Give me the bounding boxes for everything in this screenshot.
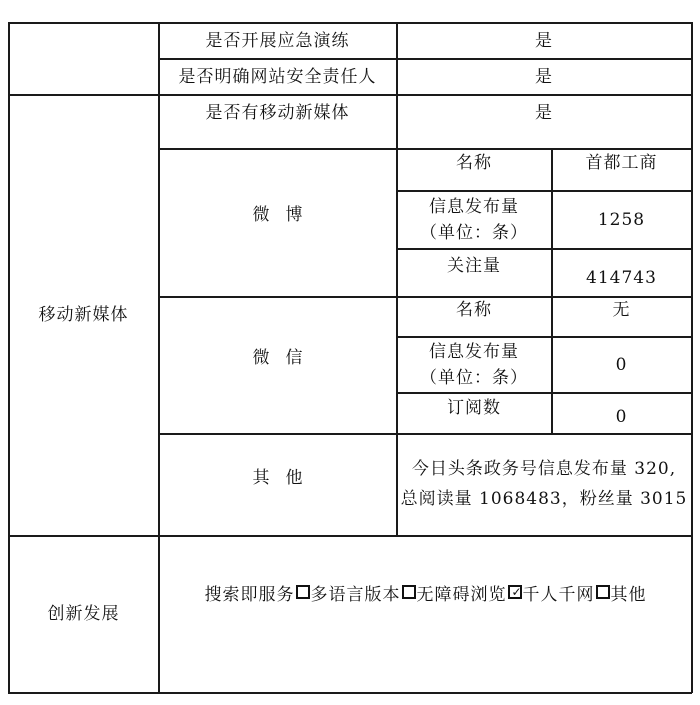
weibo-name-label: 名称 <box>456 153 492 173</box>
checkbox[interactable] <box>508 585 522 599</box>
weibo-posts-value: 1258 <box>597 209 646 230</box>
service-option-label: 无障碍浏览 <box>416 584 507 605</box>
checkbox[interactable] <box>402 585 416 599</box>
wechat-posts-label-line2: （单位：条） <box>420 367 528 388</box>
grid-line <box>397 392 692 394</box>
wechat-subs-value: 0 <box>615 406 628 427</box>
weibo-posts-label-line2: （单位：条） <box>420 222 528 243</box>
weibo-name-value: 首都工商 <box>585 153 658 173</box>
other-stats-line2: 总阅读量 1068483，粉丝量 3015 <box>400 489 688 509</box>
service-option-label: 搜索即服务 <box>204 584 295 605</box>
weibo-followers-label: 关注量 <box>447 256 501 276</box>
weibo-posts-label-line1: 信息发布量 <box>429 196 519 217</box>
wechat-name-label: 名称 <box>456 300 492 320</box>
security-value: 是 <box>535 66 553 87</box>
wechat-label: 微信 <box>252 348 319 368</box>
service-option-label: 其他 <box>610 584 647 605</box>
drill-label: 是否开展应急演练 <box>205 30 350 51</box>
security-label: 是否明确网站安全责任人 <box>178 66 377 87</box>
services-checklist <box>159 572 692 612</box>
grid-line <box>8 692 692 694</box>
other-stats <box>397 452 691 516</box>
check-mark-icon: ✓ <box>511 585 522 599</box>
grid-line <box>397 248 692 250</box>
checkbox[interactable] <box>596 585 610 599</box>
section-mobile-media: 移动新媒体 <box>38 305 129 325</box>
drill-value: 是 <box>535 30 553 51</box>
wechat-posts-value: 0 <box>615 354 628 375</box>
weibo-posts-label <box>397 191 551 248</box>
other-label: 其他 <box>252 468 319 488</box>
new-media-label: 是否有移动新媒体 <box>205 103 350 123</box>
weibo-label: 微博 <box>252 205 319 225</box>
service-option-label: 多语言版本 <box>310 584 401 605</box>
weibo-followers-value: 414743 <box>586 267 657 288</box>
wechat-subs-label: 订阅数 <box>447 398 501 418</box>
wechat-name-value: 无 <box>612 300 631 320</box>
service-option-label: 千人千网 <box>522 584 595 605</box>
checkbox[interactable] <box>296 585 310 599</box>
wechat-posts-label-line1: 信息发布量 <box>429 341 519 362</box>
wechat-posts-label <box>397 337 551 392</box>
other-stats-line1: 今日头条政务号信息发布量 320, <box>411 459 677 479</box>
new-media-value: 是 <box>535 103 553 123</box>
section-innovation: 创新发展 <box>47 604 120 624</box>
